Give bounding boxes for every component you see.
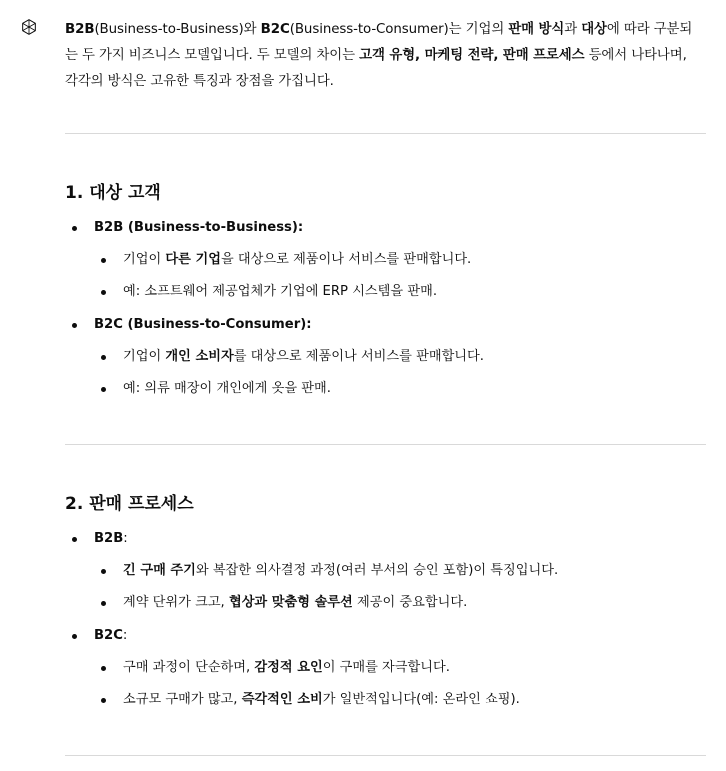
- intro-bold: 판매 방식: [508, 22, 565, 37]
- intro-text: 등에서 나타나며, 각각의 방식은 고유한 특징과 장점을 가집니다.: [65, 48, 687, 89]
- list-item: [123, 593, 467, 613]
- bullet-icon: [101, 290, 106, 295]
- list-item: [94, 218, 303, 238]
- divider: [65, 444, 706, 445]
- item-label: B2B: [94, 531, 124, 546]
- item-bold: 즉각적인 소비: [241, 692, 323, 707]
- item-text: 소규모 구매가 많고,: [123, 692, 242, 707]
- list-item: [123, 658, 450, 678]
- bullet-icon: [72, 634, 77, 639]
- section-heading: 1. 대상 고객: [65, 183, 161, 203]
- list-item: 예: 소프트웨어 제공업체가 기업에 ERP 시스템을 판매.: [123, 284, 438, 299]
- list-item: [123, 561, 558, 581]
- intro-bold: 고객 유형, 마케팅 전략, 판매 프로세스: [359, 48, 585, 63]
- intro-text: 에 따라 구분되는 두 가지 비즈니스 모델입니다. 두 모델의 차이는: [65, 22, 693, 63]
- item-text: 가 일반적입니다(예: 온라인 쇼핑).: [322, 692, 520, 707]
- divider: [65, 133, 706, 134]
- bullet-icon: [101, 569, 106, 574]
- assistant-avatar: [18, 16, 40, 38]
- item-bold: 감정적 요인: [254, 660, 323, 675]
- item-bold: 개인 소비자: [165, 349, 234, 364]
- item-label: B2C: [94, 628, 123, 643]
- item-bold: 협상과 맞춤형 솔루션: [228, 595, 353, 610]
- intro-bold: 대상: [581, 22, 607, 37]
- item-text: :: [122, 628, 128, 643]
- item-text: 제공이 중요합니다.: [352, 595, 468, 610]
- bullet-icon: [72, 323, 77, 328]
- list-item: [123, 250, 471, 270]
- openai-logo-icon: [19, 17, 39, 37]
- item-text: 를 대상으로 제품이나 서비스를 판매합니다.: [233, 349, 484, 364]
- item-text: 구매 과정이 단순하며,: [123, 660, 255, 675]
- list-item: [94, 529, 128, 549]
- intro-b2b: B2B: [65, 22, 95, 37]
- item-text: 기업이: [123, 252, 166, 267]
- intro-paragraph: [65, 17, 703, 95]
- item-label: B2C (Business-to-Consumer):: [94, 317, 312, 332]
- item-text: 계약 단위가 크고,: [123, 595, 229, 610]
- list-item: [94, 315, 312, 335]
- list-item: [94, 626, 127, 646]
- list-item: [123, 347, 484, 367]
- bullet-icon: [101, 666, 106, 671]
- intro-text: (Business-to-Business)와: [94, 22, 261, 37]
- item-text: 이 구매를 자극합니다.: [322, 660, 450, 675]
- bullet-icon: [72, 537, 77, 542]
- intro-b2c: B2C: [260, 22, 290, 37]
- bullet-icon: [72, 226, 77, 231]
- divider: [65, 755, 706, 756]
- intro-text: 과: [564, 22, 582, 37]
- list-item: [123, 690, 520, 710]
- item-text: 와 복잡한 의사결정 과정(여러 부서의 승인 포함)이 특징입니다.: [195, 563, 559, 578]
- bullet-icon: [101, 601, 106, 606]
- item-text: :: [123, 531, 128, 546]
- intro-text: (Business-to-Consumer)는 기업의: [289, 22, 509, 37]
- list-item: 예: 의류 매장이 개인에게 옷을 판매.: [123, 381, 331, 396]
- section-heading: 2. 판매 프로세스: [65, 494, 194, 514]
- bullet-icon: [101, 258, 106, 263]
- bullet-icon: [101, 387, 106, 392]
- item-text: 기업이: [123, 349, 166, 364]
- bullet-icon: [101, 355, 106, 360]
- item-label: B2B (Business-to-Business):: [94, 220, 304, 235]
- bullet-icon: [101, 698, 106, 703]
- item-bold: 긴 구매 주기: [123, 563, 196, 578]
- item-bold: 다른 기업: [165, 252, 221, 267]
- item-text: 을 대상으로 제품이나 서비스를 판매합니다.: [220, 252, 472, 267]
